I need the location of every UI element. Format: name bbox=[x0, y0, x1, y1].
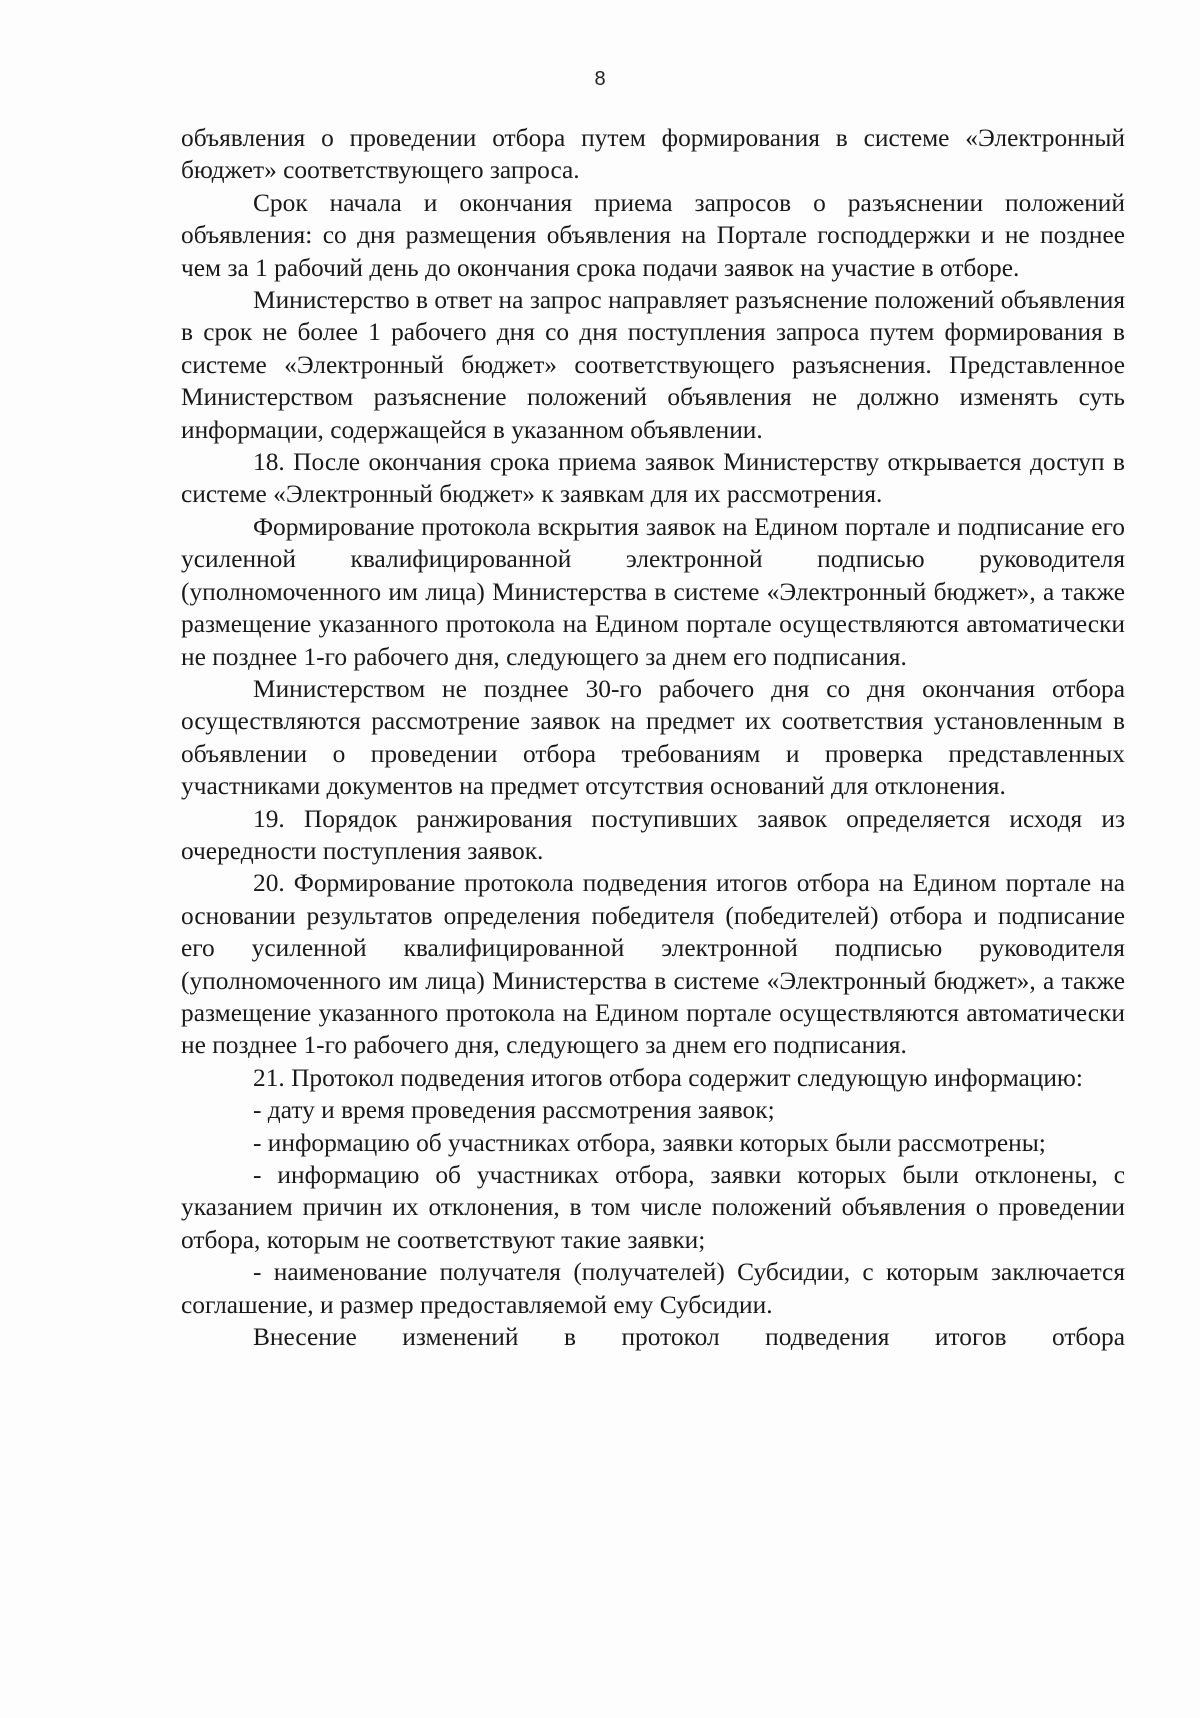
paragraph-amendments: Внесение изменений в протокол подведения итогов отбора bbox=[253, 1323, 1125, 1352]
paragraph-19: 19. Порядок ранжирования поступивших заявок определяется исходя из очередности поступления заявок. bbox=[181, 804, 1125, 865]
paragraph-18: 18. После окончания срока приема заявок Министерству открывается доступ в системе «Электронный бюджет» к заявкам для их рассмотрения. bbox=[181, 448, 1125, 509]
paragraph-opening-protocol: Формирование протокола вскрытия заявок на Едином портале и подписание его усиленной квалифицированной электронной подписью руководителя (уполномоченного им лица) Министерства в системе «Электронный бюджет», а также размещение указанного протокола на Едином портале осуществляются автоматически не позднее 1-го рабочего дня, следующего за днем его подписания. bbox=[181, 512, 1125, 671]
list-item: - информацию об участниках отбора, заявки которых были отклонены, с указанием причин их отклонения, в том числе положений объявления о проведении отбора, которым не соответствуют такие заявки; bbox=[181, 1161, 1125, 1254]
paragraph-review-period: Министерством не позднее 30-го рабочего дня со дня окончания отбора осуществляются рассмотрение заявок на предмет их соответствия установленным в объявлении о проведении отбора требованиям и проверка представленных участниками документов на предмет отсутствия оснований для отклонения. bbox=[181, 674, 1125, 801]
list-item: - дату и время проведения рассмотрения заявок; bbox=[253, 1096, 775, 1125]
document-body bbox=[181, 122, 1125, 1353]
list-item: - информацию об участниках отбора, заявки которых были рассмотрены; bbox=[253, 1128, 1046, 1157]
paragraph-continuation: объявления о проведении отбора путем формирования в системе «Электронный бюджет» соответствующего запроса. bbox=[181, 124, 1125, 185]
paragraph-21: 21. Протокол подведения итогов отбора содержит следующую информацию: bbox=[253, 1063, 1083, 1092]
paragraph-ministry-response: Министерство в ответ на запрос направляет разъяснение положений объявления в срок не более 1 рабочего дня со дня поступления запроса путем формирования в системе «Электронный бюджет» соответствующего разъяснения. Представленное Министерством разъяснение положений объявления не должно изменять суть информации, содержащейся в указанном объявлении. bbox=[181, 286, 1125, 444]
page-number: 8 bbox=[594, 68, 606, 90]
paragraph-20: 20. Формирование протокола подведения итогов отбора на Едином портале на основании результатов определения победителя (победителей) отбора и подписание его усиленной квалифицированной электронной подписью руководителя (уполномоченного им лица) Министерства в системе «Электронный бюджет», а также размещение указанного протокола на Едином портале осуществляются автоматически не позднее 1-го рабочего дня, следующего за днем его подписания. bbox=[181, 869, 1125, 1060]
list-item: - наименование получателя (получателей) Субсидии, с которым заключается соглашение, и размер предоставляемой ему Субсидии. bbox=[181, 1258, 1125, 1319]
paragraph-request-deadline: Срок начала и окончания приема запросов о разъяснении положений объявления: со дня размещения объявления на Портале господдержки и не позднее чем за 1 рабочий день до окончания срока подачи заявок на участие в отборе. bbox=[181, 188, 1125, 282]
